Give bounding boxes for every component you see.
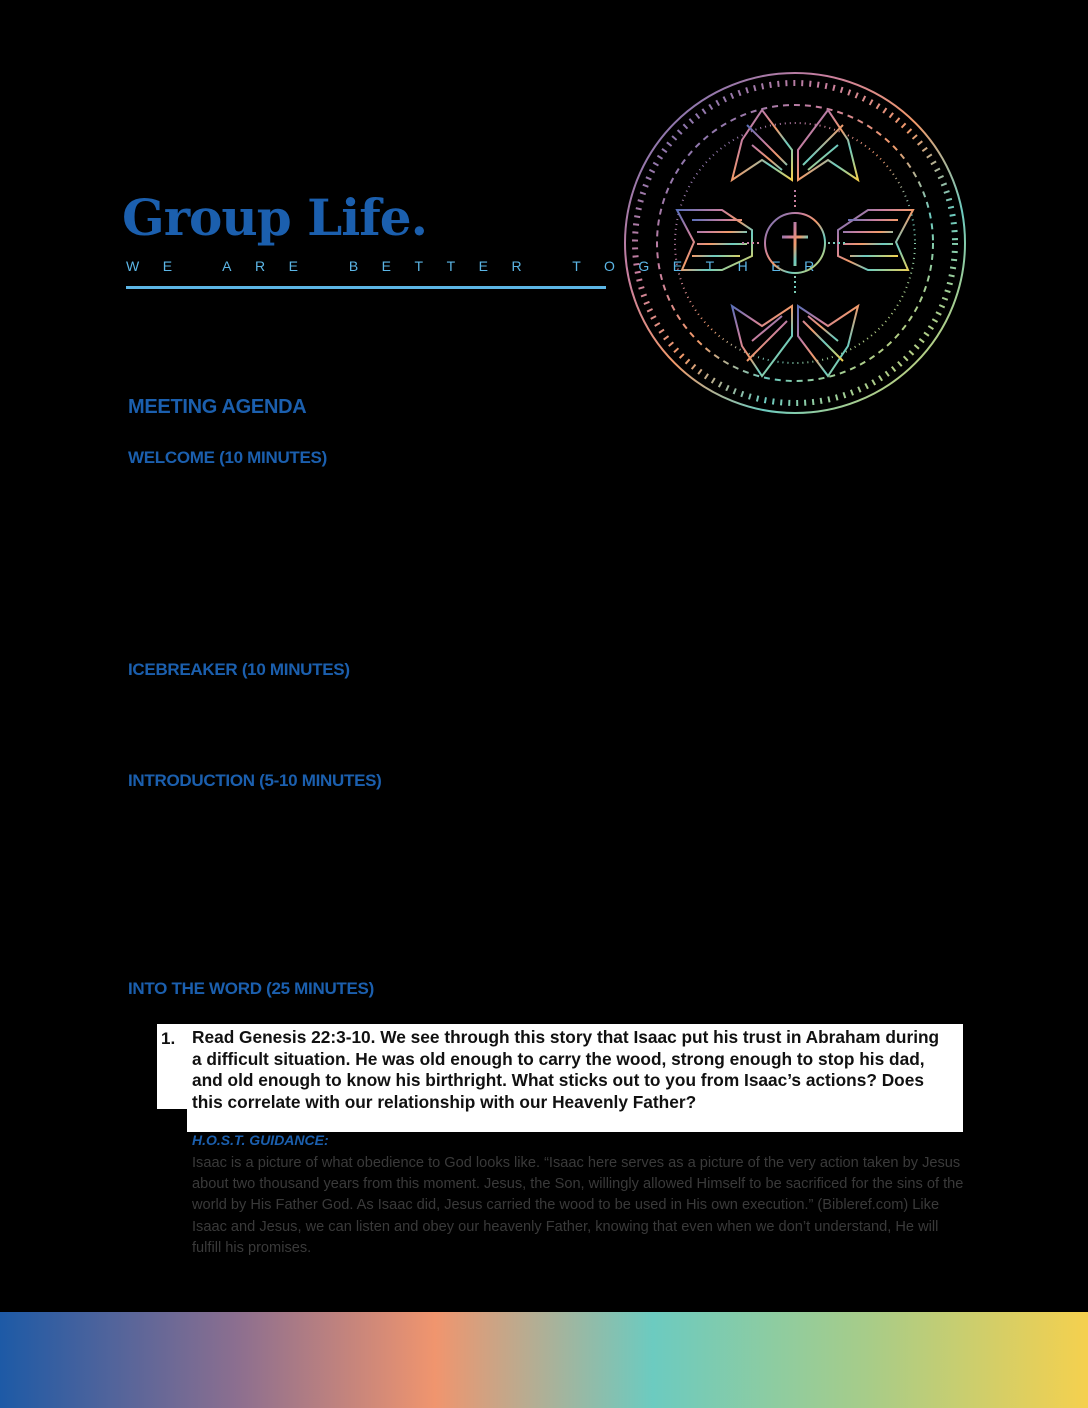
- welcome-heading: WELCOME (10 MINUTES): [128, 448, 327, 467]
- brand-divider: [126, 286, 606, 289]
- hands-around-cross-emblem-icon: [622, 70, 968, 416]
- question-text: Read Genesis 22:3-10. We see through this story that Isaac put his trust in Abraham during a difficult situation. He was old enough to carry the wood, strong enough to stop his dad, and old enough to know his birthright. What sticks out to you from Isaac’s actions? Does this correlate with our relationship with our Heavenly Father?: [192, 1027, 940, 1112]
- meeting-agenda-title: MEETING AGENDA: [128, 396, 307, 418]
- host-guidance-text: Isaac is a picture of what obedience to God looks like. “Isaac here serves as a picture of the very action taken by Jesus about two thousand years from this moment. Jesus, the Son, willingly allowed Himself to be sacrificed for the sins of the world by His Father God. As Isaac did, Jesus carried the wood to be used in His own execution.” (Bibleref.com) Like Isaac and Jesus, we can listen and obey our heavenly Father, knowing that even when we don’t understand, He will fulfill his promises.: [192, 1155, 964, 1256]
- into-the-word-heading: INTO THE WORD (25 MINUTES): [128, 979, 374, 998]
- question-number: 1.: [161, 1029, 176, 1048]
- question-box: [157, 1024, 963, 1132]
- host-guidance-label: H.O.S.T. GUIDANCE:: [192, 1132, 329, 1148]
- introduction-heading: INTRODUCTION (5-10 MINUTES): [128, 771, 382, 790]
- footer-gradient-band: [0, 1312, 1088, 1408]
- brand-tagline: WE ARE BETTER TOGETHER: [126, 258, 838, 274]
- box-notch: [157, 1109, 187, 1132]
- brand-title: Group Life.: [122, 188, 427, 247]
- icebreaker-heading: ICEBREAKER (10 MINUTES): [128, 660, 350, 679]
